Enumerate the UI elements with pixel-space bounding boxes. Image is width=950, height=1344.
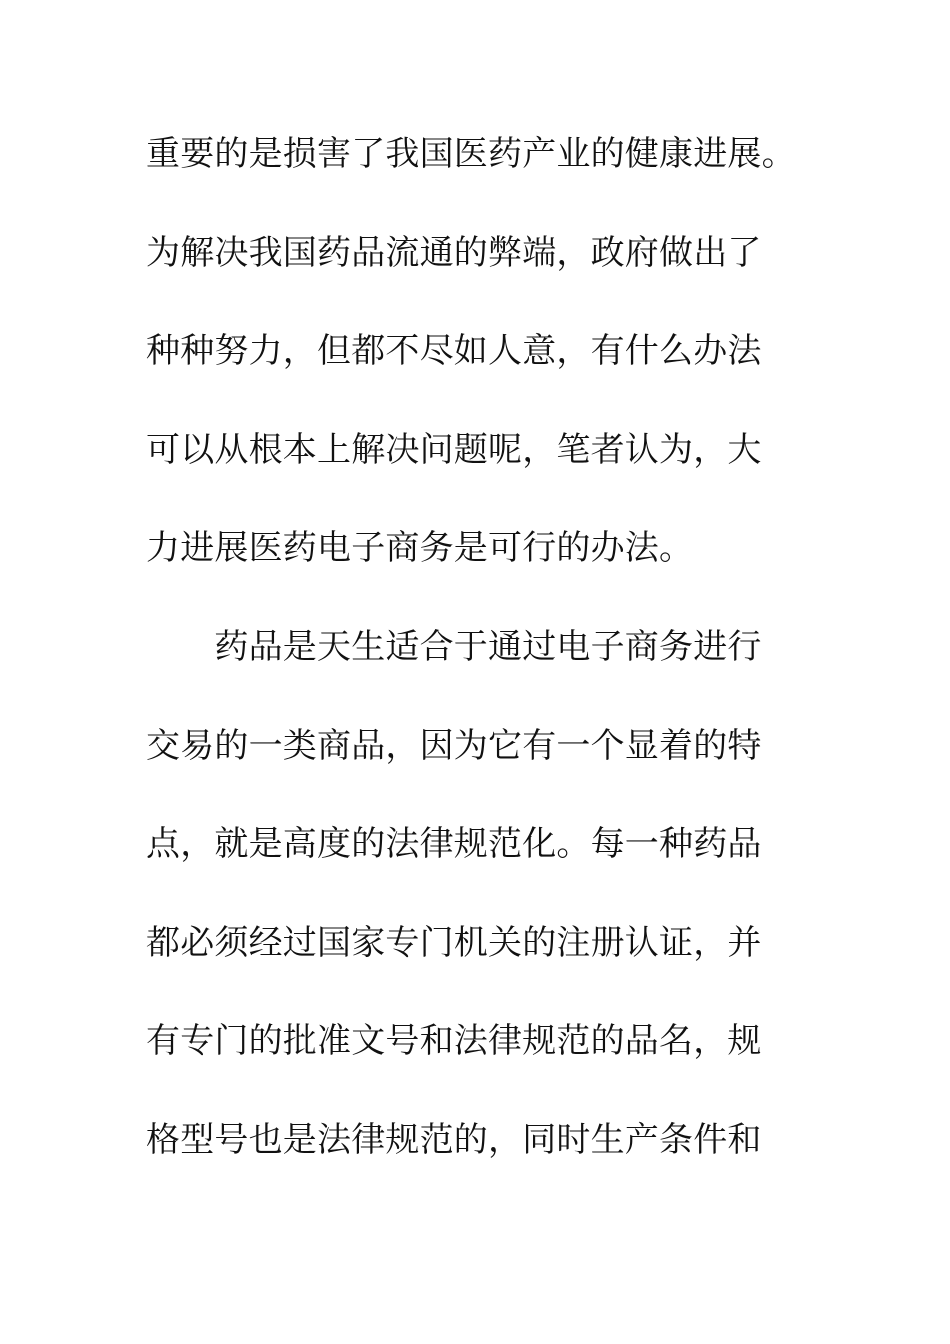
text-line: 种种努力，但都不尽如人意，有什么办法: [146, 331, 762, 372]
text-line: 都必须经过国家专门机关的注册认证，并: [146, 922, 762, 963]
body-text: [146, 124, 796, 1209]
text-line: 交易的一类商品，因为它有一个显着的特: [146, 725, 762, 766]
paragraph-start-line: 药品是天生适合于通过电子商务进行: [146, 626, 762, 667]
text-line: 点，就是高度的法律规范化。每一种药品: [146, 824, 762, 865]
text-line: 重要的是损害了我国医药产业的健康进展。: [146, 134, 796, 174]
text-line: 力进展医药电子商务是可行的办法。: [146, 528, 694, 569]
text-line: 有专门的批准文号和法律规范的品名，规: [146, 1021, 762, 1062]
text-line: 为解决我国药品流通的弊端，政府做出了: [146, 232, 762, 273]
text-line: 格型号也是法律规范的，同时生产条件和: [146, 1119, 762, 1160]
text-line: 可以从根本上解决问题呢，笔者认为，大: [146, 429, 762, 470]
